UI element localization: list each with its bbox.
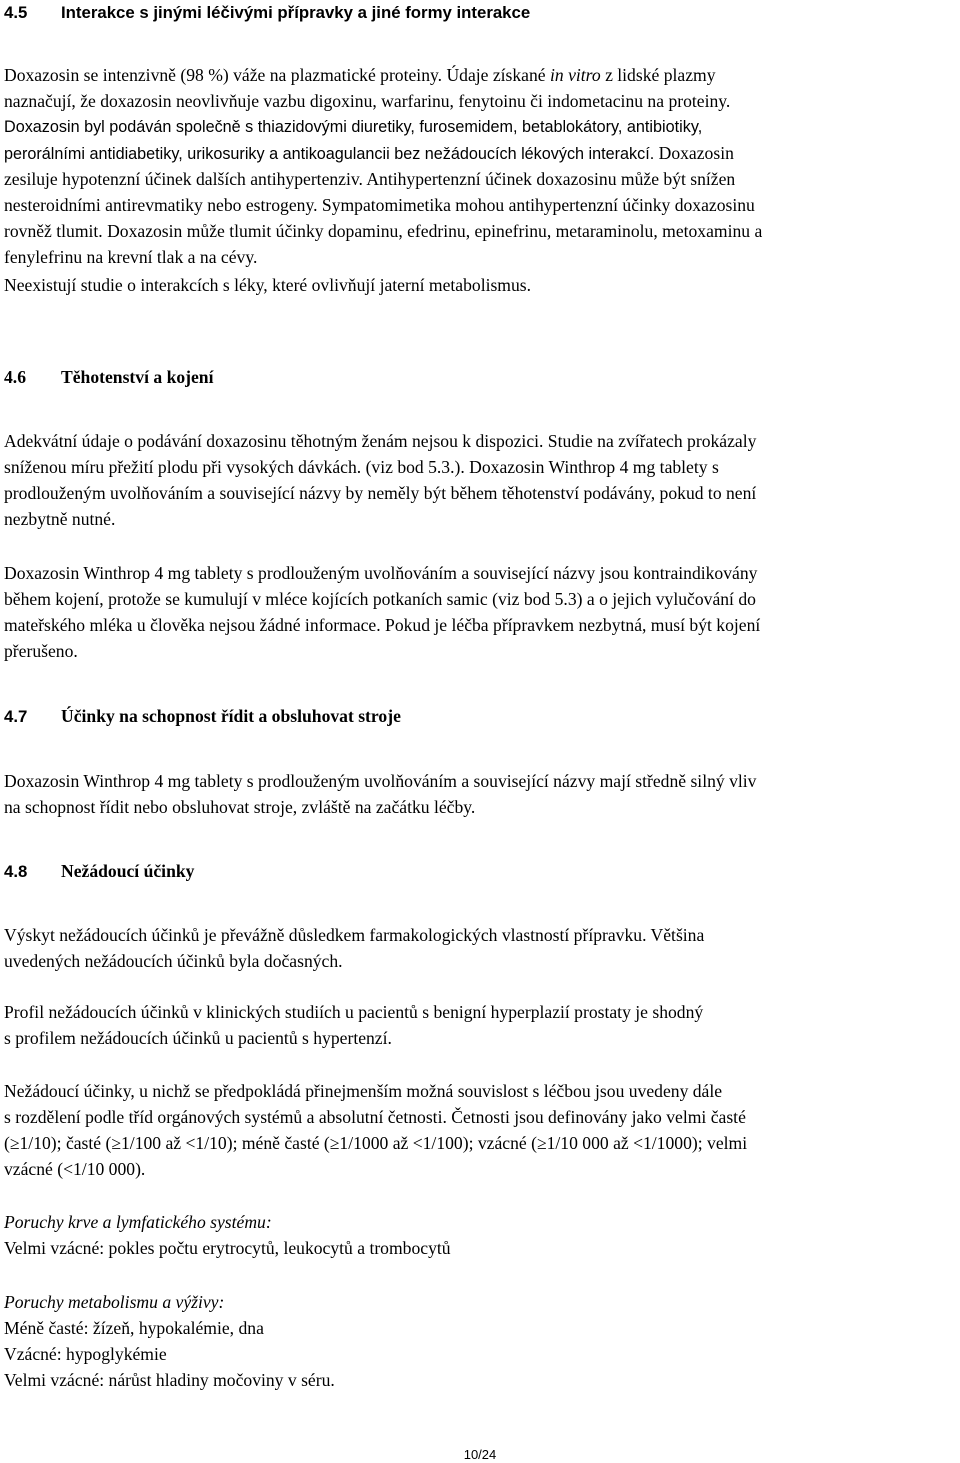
text-run: perorálními antidiabetiky, urikosuriky a antikoagulancii bez nežádoucích lékových interakcí. [4,145,655,163]
paragraph-interactions [4,62,956,114]
section-number-part: 4. [4,367,18,387]
text-line: prodlouženým uvolňováním a související názvy by neměly být během těhotenství podávány, pokud to není [4,483,757,503]
text-line: Doxazosin Winthrop 4 mg tablety s prodlouženým uvolňováním a související názvy mají středně silný vliv [4,771,757,791]
section-title: Těhotenství a kojení [61,367,214,387]
text-line: nezbytně nutné. [4,509,116,529]
soc-item: Vzácné: hypoglykémie [4,1344,167,1364]
text-line: na schopnost řídit nebo obsluhovat stroje, zvláště na začátku léčby. [4,797,476,817]
text-line: s profilem nežádoucích účinků u pacientů s hypertenzí. [4,1028,392,1048]
text-line: rovněž tlumit. Doxazosin může tlumit účinky dopaminu, efedrinu, epinefrinu, metaraminolu, metoxaminu a [4,221,763,241]
text-line: Neexistují studie o interakcích s léky, které ovlivňují jaterní metabolismus. [4,275,532,295]
text-line [4,62,956,88]
paragraph-liver [4,272,956,298]
text-line: Výskyt nežádoucích účinků je převážně důsledkem farmakologických vlastností přípravku. Většina [4,925,705,945]
paragraph-frequencies [4,1078,956,1182]
section-number: 4.8 [4,862,28,881]
section-heading-4-8 [4,858,194,885]
text-line: přerušeno. [4,641,78,661]
text-line: sníženou míru přežití plodu při vysokých dávkách. (viz bod 5.3.). Doxazosin Winthrop 4 mg tablety s [4,457,719,477]
paragraph-adverse-profile [4,999,956,1051]
text-line: naznačují, že doxazosin neovlivňuje vazbu digoxinu, warfarinu, fenytoinu či indometacinu na proteiny. [4,91,731,111]
text-run: Doxazosin [654,143,734,163]
text-line: Doxazosin Winthrop 4 mg tablety s prodlouženým uvolňováním a související názvy jsou kontraindikovány [4,563,758,583]
text-line: vzácné (<1/10 000). [4,1159,146,1179]
italic-term: in vitro [550,65,601,85]
paragraph-pregnancy [4,428,956,532]
soc-heading: Poruchy krve a lymfatického systému: [4,1212,272,1232]
paragraph-adverse-intro [4,922,956,974]
page-number: 10/24 [463,1447,497,1462]
text-line: zesiluje hypotenzní účinek dalších antihypertenziv. Antihypertenzní účinek doxazosinu může být snížen [4,169,736,189]
section-heading-4-6 [4,364,214,390]
text-run: Doxazosin se intenzivně (98 %) váže na plazmatické proteiny. Údaje získané [4,65,550,85]
text-line: během kojení, protože se kumulují v mléce kojících potkaních samic (viz bod 5.3) a o jejich vylučování do [4,589,756,609]
paragraph-interactions-arial [4,114,956,167]
text-line: uvedených nežádoucích účinků byla dočasných. [4,951,343,971]
section-heading-4-5 [4,0,530,26]
section-number: 4.5 [4,3,28,22]
soc-item: Velmi vzácné: pokles počtu erytrocytů, leukocytů a trombocytů [4,1238,451,1258]
text-line: (≥1/10); časté (≥1/100 až <1/10); méně časté (≥1/1000 až <1/100); vzácné (≥1/10 000 až <1/1000); velmi [4,1133,748,1153]
text-line: Adekvátní údaje o podávání doxazosinu těhotným ženám nejsou k dispozici. Studie na zvířatech prokázaly [4,431,757,451]
text-line: mateřského mléka u člověka nejsou žádné informace. Pokud je léčba přípravkem nezbytná, musí být kojení [4,615,761,635]
soc-item: Méně časté: žízeň, hypokalémie, dna [4,1318,264,1338]
text-line: Doxazosin byl podáván společně s thiazidovými diuretiky, furosemidem, betablokátory, antibiotiky, [4,118,703,136]
text-run: z lidské plazmy [600,65,716,85]
text-line: Nežádoucí účinky, u nichž se předpokládá přinejmenším možná souvislost s léčbou jsou uvedeny dále [4,1081,723,1101]
text-line: s rozdělení podle tříd orgánových systémů a absolutní četnosti. Četnosti jsou definovány jako velmi časté [4,1107,746,1127]
soc-heading: Poruchy metabolismu a výživy: [4,1292,225,1312]
soc-metabolism-disorders [4,1289,956,1393]
paragraph-driving [4,768,956,820]
text-line: nesteroidními antirevmatiky nebo estrogeny. Sympatomimetika mohou antihypertenzní účinky doxazosinu [4,195,755,215]
text-line: fenylefrinu na krevní tlak a na cévy. [4,247,258,267]
text-line [4,140,956,167]
section-title: Nežádoucí účinky [61,861,195,881]
section-title: Účinky na schopnost řídit a obsluhovat stroje [61,706,401,726]
section-number: 4.7 [4,707,28,726]
paragraph-breastfeeding [4,560,956,664]
soc-blood-disorders [4,1209,956,1261]
section-number [4,364,61,390]
paragraph-interactions-cont [4,166,956,270]
section-title: Interakce s jinými léčivými přípravky a jiné formy interakce [61,3,531,22]
section-number-part: 6 [17,367,26,387]
text-line: Profil nežádoucích účinků v klinických studiích u pacientů s benigní hyperplazií prostaty je shodný [4,1002,704,1022]
section-heading-4-7 [4,703,401,730]
soc-item: Velmi vzácné: nárůst hladiny močoviny v séru. [4,1370,335,1390]
